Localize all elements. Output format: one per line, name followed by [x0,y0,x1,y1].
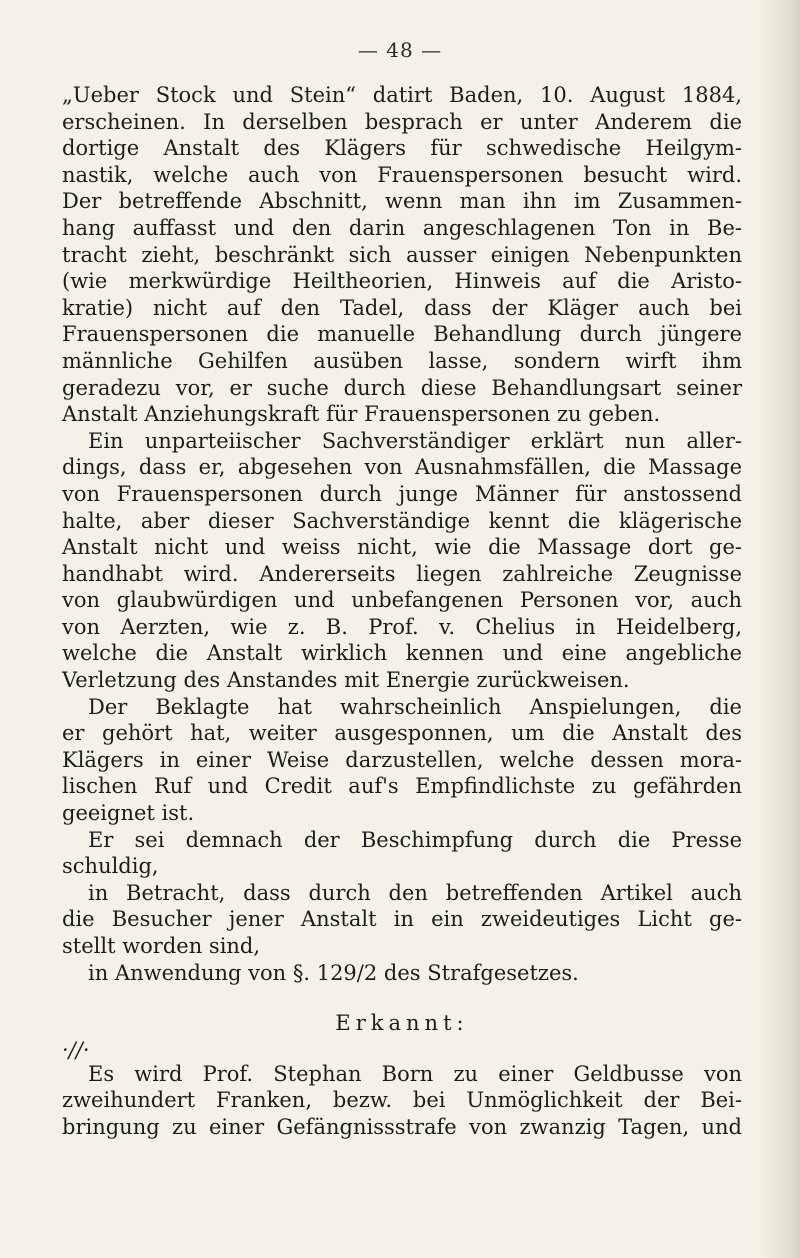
text-line: Anstalt nicht und weiss nicht, wie die Massage dort ge- [62,535,742,560]
text-line: erscheinen. In derselben besprach er unter Anderem die [62,109,742,134]
text-line: Verletzung des Anstandes mit Energie zurückweisen. [62,668,630,693]
text-line: Frauenspersonen die manuelle Behandlung durch jüngere [62,322,742,347]
paragraph-4 [62,827,742,880]
text-line: nastik, welche auch von Frauenspersonen besucht wird. [62,162,742,187]
text-line: Er sei demnach der Beschimpfung durch die Presse [88,827,742,852]
paragraph-7 [62,1061,742,1141]
text-line: dings, dass er, abgesehen von Ausnahmsfällen, die Massage [62,455,742,480]
paragraph-5 [62,880,742,960]
text-line: Klägers in einer Weise darzustellen, welche dessen mora- [62,747,742,772]
text-line: von glaubwürdigen und unbefangenen Personen vor, auch [62,588,742,613]
section-mark: ·//· [62,1037,90,1062]
text-line: geradezu vor, er suche durch diese Behandlungsart seiner [62,375,742,400]
text-line: männliche Gehilfen ausüben lasse, sondern wirft ihm [62,348,742,373]
text-line: Ein unparteiischer Sachverständiger erklärt nun aller- [88,428,742,453]
text-line: geeignet ist. [62,801,195,826]
text-line: Es wird Prof. Stephan Born zu einer Geldbusse von [88,1061,742,1086]
page-number: — 48 — [357,38,443,62]
paragraph-6 [62,960,742,987]
spacer [62,986,742,1010]
text-line: tracht zieht, beschränkt sich ausser einigen Nebenpunkten [62,242,742,267]
text-line: schuldig, [62,854,159,879]
text-line: er gehört hat, weiter ausgesponnen, um die Anstalt des [62,721,742,746]
text-line: (wie merkwürdige Heiltheorien, Hinweis auf die Aristo- [62,269,742,294]
text-line: kratie) nicht auf den Tadel, dass der Kläger auch bei [62,295,742,320]
text-line: von Aerzten, wie z. B. Prof. v. Chelius in Heidelberg, [62,614,742,639]
text-line: halte, aber dieser Sachverständige kennt die klägerische [62,508,742,533]
text-line: die Besucher jener Anstalt in ein zweideutiges Licht ge- [62,907,742,932]
text-line: zweihundert Franken, bezw. bei Unmöglichkeit der Bei- [62,1088,742,1113]
text-line: handhabt wird. Andererseits liegen zahlreiche Zeugnisse [62,561,742,586]
text-line: welche die Anstalt wirklich kennen und eine angebliche [62,641,742,666]
text-line: dortige Anstalt des Klägers für schwedische Heilgym- [62,136,742,161]
text-line: stellt worden sind, [62,934,261,958]
text-line: in Betracht, dass durch den betreffenden Artikel auch [88,880,742,905]
verdict-heading: Erkannt: [335,1011,469,1036]
paragraph-3 [62,694,742,827]
document-body [62,82,742,1141]
text-line: „Ueber Stock und Stein“ datirt Baden, 10. August 1884, [62,83,742,107]
text-line: Anstalt Anziehungskraft für Frauenspersonen zu geben. [62,402,661,427]
text-line: bringung zu einer Gefängnissstrafe von zwanzig Tagen, und [62,1114,742,1139]
text-line: hang auffasst und den darin angeschlagenen Ton in Be- [62,215,742,240]
text-line: Der betreffende Abschnitt, wenn man ihn im Zusammen- [62,189,742,214]
paragraph-1 [62,82,742,428]
text-line: in Anwendung von §. 129/2 des Strafgesetzes. [88,960,579,985]
text-line: von Frauenspersonen durch junge Männer für anstossend [62,481,742,506]
paragraph-2 [62,428,742,694]
text-line: lischen Ruf und Credit auf's Empfindlichste zu gefährden [62,774,742,799]
text-line: Der Beklagte hat wahrscheinlich Anspielungen, die [88,694,742,719]
